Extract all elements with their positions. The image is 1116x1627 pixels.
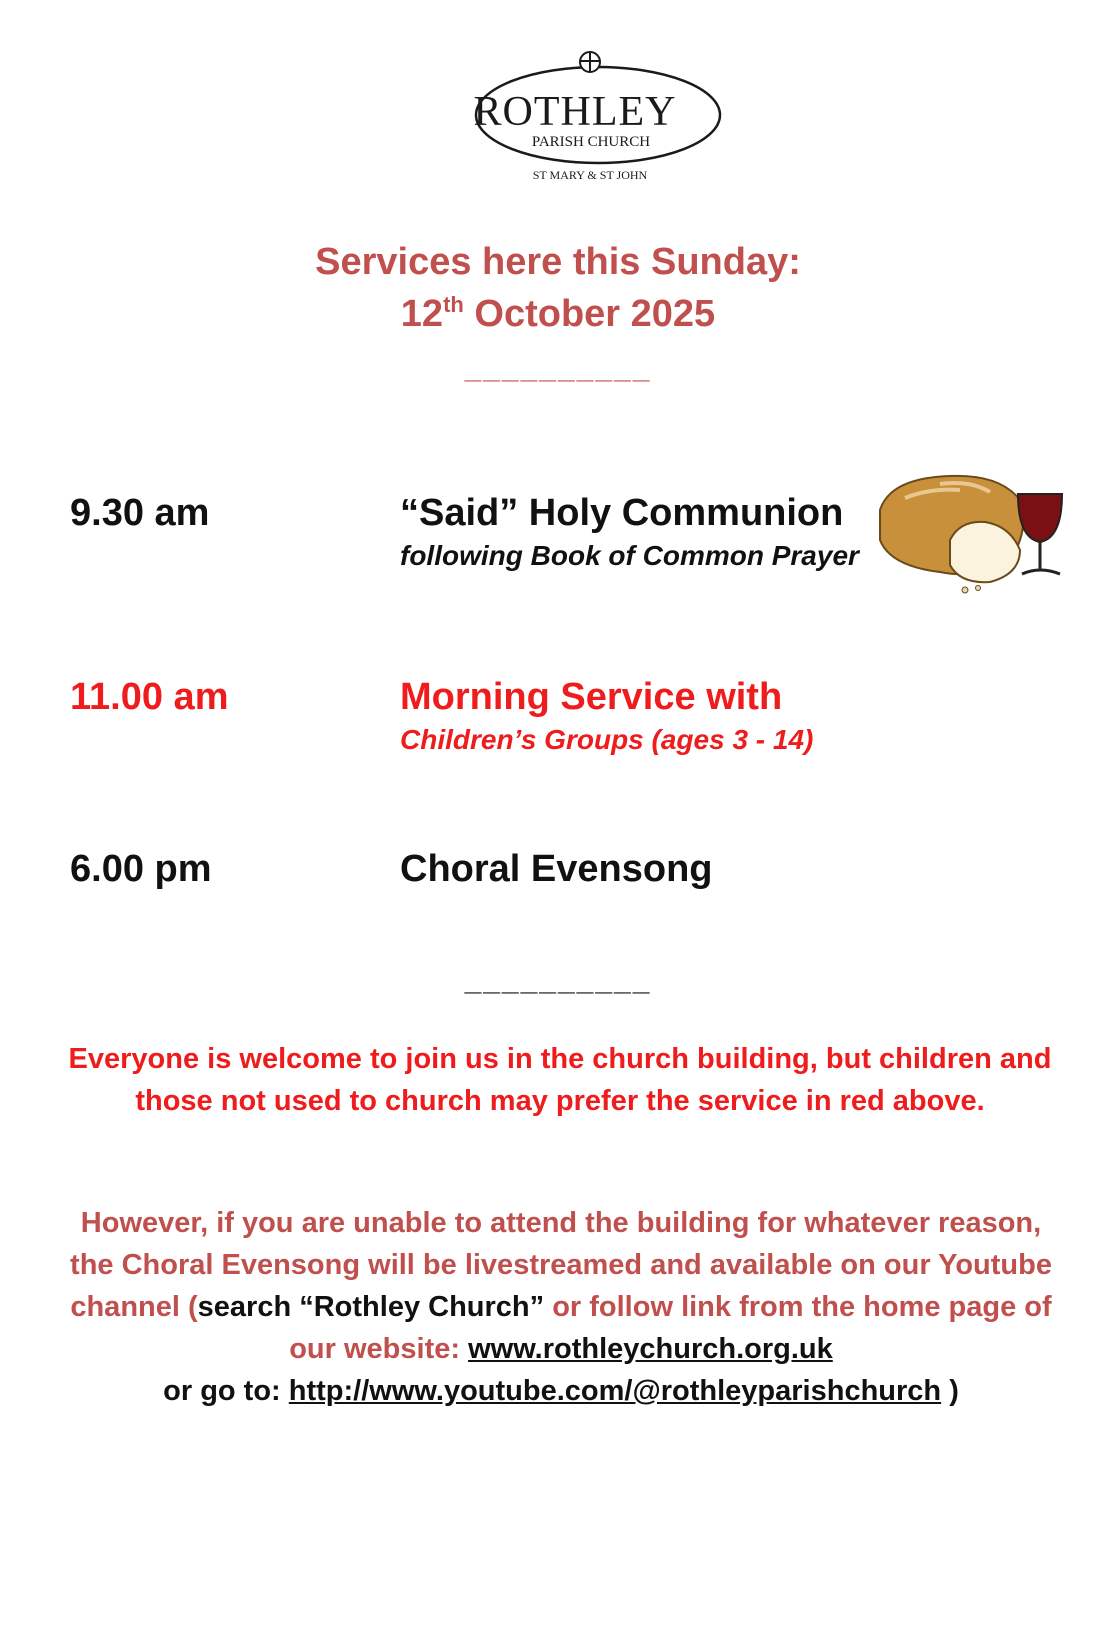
logo-name: ROTHLEY	[473, 89, 677, 135]
title-line1: Services here this Sunday:	[315, 241, 801, 283]
youtube-link[interactable]: http://www.youtube.com/@rothleyparishchurch	[288, 1375, 942, 1407]
service-title-1: “Said” Holy Communion	[400, 492, 844, 534]
closing-paren: )	[941, 1375, 959, 1407]
logo-dedication: ST MARY & ST JOHN	[532, 168, 648, 182]
date-suffix: th	[443, 292, 464, 317]
title-date	[0, 288, 1116, 340]
go-to-label: or go to:	[163, 1375, 289, 1407]
bread-and-wine-icon	[870, 470, 1090, 610]
search-instruction: search “Rothley Church”	[197, 1291, 545, 1323]
divider-top: __________	[464, 352, 652, 385]
logo-subtitle: PARISH CHURCH	[531, 134, 651, 150]
welcome-message: Everyone is welcome to join us in the church building, but children and those not used to church may prefer the service in red above.	[68, 1043, 1052, 1117]
service-title-2: Morning Service with	[400, 676, 783, 718]
cross-in-circle-icon	[580, 52, 600, 72]
service-time-1: 9.30 am	[70, 492, 210, 534]
church-logo	[440, 40, 750, 210]
service-subtitle-2: Children’s Groups (ages 3 - 14)	[400, 724, 814, 755]
livestream-info	[56, 1202, 1066, 1412]
service-title-3: Choral Evensong	[400, 848, 713, 890]
service-subtitle-1: following Book of Common Prayer	[400, 540, 859, 571]
website-link[interactable]: www.rothleychurch.org.uk	[468, 1333, 833, 1365]
livestream-text-2: or follow link from the home page of our website:	[289, 1291, 1052, 1365]
page-title	[0, 236, 1116, 340]
divider-bottom: __________	[464, 964, 652, 997]
livestream-text-1: However, if you are unable to attend the building for whatever reason, the Choral Evensong will be livestreamed and available on our Youtube channel (	[70, 1207, 1052, 1323]
date-month-year: October 2025	[474, 293, 716, 335]
service-time-2: 11.00 am	[70, 676, 229, 718]
date-day: 12	[400, 293, 444, 335]
service-time-3: 6.00 pm	[70, 848, 212, 890]
